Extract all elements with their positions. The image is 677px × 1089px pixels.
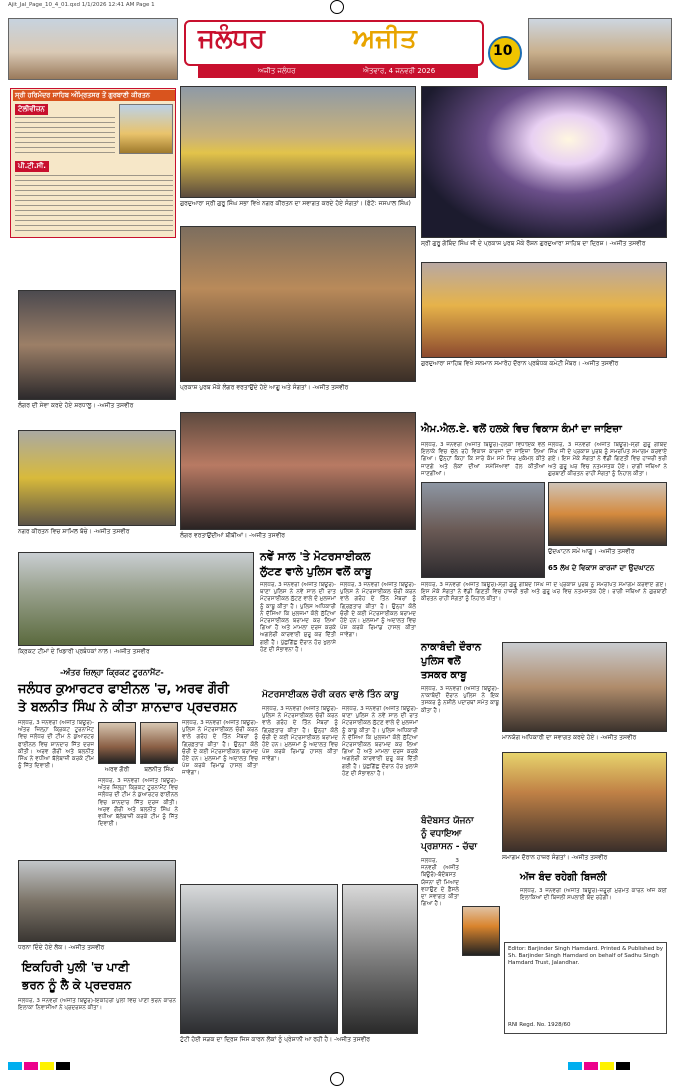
photo-women-langar (180, 412, 416, 530)
headline-inauguration: 65 ਲੱਖ ਦੇ ਵਿਕਾਸ ਕਾਰਜਾਂ ਦਾ ਉਦਘਾਟਨ (548, 564, 655, 572)
headline-scheme-1: ਬੰਦੋਬਸਤ ਯੋਜਨਾ (421, 816, 474, 826)
caption-protest: ਧਰਨਾ ਦਿੰਦੇ ਹੋਏ ਲੋਕ। -ਅਜੀਤ ਤਸਵੀਰ (18, 944, 105, 951)
caption-langar-group: ਪ੍ਰਕਾਸ਼ ਪੁਰਬ ਮੌਕੇ ਲੰਗਰ ਵਰਤਾਉਂਦੇ ਹੋਏ ਆਗੂ ਅਤੇ ਸੰਗਤਾਂ। -ਅਜੀਤ ਤਸਵੀਰ (180, 384, 349, 391)
text-water: ਜਲੰਧਰ, 3 ਜਨਵਰੀ (ਅਜੀਤ ਬਿਊਰੋ)-ਇਕਹਿਰੀ ਪੁਲੀ ਵਿਚ ਪਾਣੀ ਭਰਨ ਕਾਰਨ ਇਲਾਕਾ ਨਿਵਾਸੀਆਂ ਨੇ ਪ੍ਰਦਰਸ਼ਨ ਕੀਤਾ। (18, 998, 176, 1012)
headline-theft: ਮੋਟਰਸਾਈਕਲ ਚੋਰੀ ਕਰਨ ਵਾਲੇ ਤਿੰਨ ਕਾਬੂ (262, 690, 399, 700)
kirtan-box-label-tv: ਟੇਲੀਵੀਜ਼ਨ (15, 104, 48, 115)
imprint-text: Editor: Barjinder Singh Hamdard. Printed & Published by Sh. Barjinder Singh Hamdard on behalf of Sadhu Singh Hamdard Trust, Jalandhar. (508, 946, 664, 966)
caption-cricket-team: ਕ੍ਰਿਕਟ ਟੀਮਾਂ ਦੇ ਖਿਡਾਰੀ ਪ੍ਰਬੰਧਕਾਂ ਨਾਲ। -ਅਜੀਤ ਤਸਵੀਰ (18, 648, 150, 655)
imprint-footer: RNI Regd. No. 1928/60 (508, 1022, 571, 1028)
text-moto-loot-1: ਜਲੰਧਰ, 3 ਜਨਵਰੀ (ਅਜੀਤ ਬਿਊਰੋ)-ਥਾਣਾ ਪੁਲਿਸ ਨੇ ਨਵੇਂ ਸਾਲ ਦੀ ਰਾਤ ਮੋਟਰਸਾਈਕਲ ਲੁੱਟਣ ਵਾਲੇ ਦੋ ਮੁਲਜ਼ਮਾਂ ਨੂੰ ਕਾਬੂ ਕੀਤਾ ਹੈ। ਪੁਲਿਸ ਅਧਿਕਾਰੀ ਨੇ ਦੱਸਿਆ ਕਿ ਮੁਲਜ਼ਮਾਂ ਕੋਲੋਂ ਲੁੱਟਿਆ ਮੋਟਰਸਾਈਕਲ ਬਰਾਮਦ ਕਰ ਲਿਆ ਗਿਆ ਹੈ ਅਤੇ ਮਾਮਲਾ ਦਰਜ ਕਰਕੇ ਅਗਲੇਰੀ ਕਾਰਵਾਈ ਸ਼ੁਰੂ ਕਰ ਦਿੱਤੀ ਗਈ ਹੈ। ਪੁੱਛਗਿੱਛ ਦੌਰਾਨ ਹੋਰ ਖੁਲਾਸੇ ਹੋਣ ਦੀ ਸੰਭਾਵਨਾ ਹੈ। (260, 582, 336, 653)
photo-nagar-kirtan (180, 86, 416, 198)
headline-water-1: ਇਕਹਿਰੀ ਪੁਲੀ 'ਚ ਪਾਣੀ (22, 960, 130, 974)
print-info-text: Ajit_Jal_Page_10_4_01.qxd 1/1/2026 12:41 AM Page 1 (8, 2, 155, 8)
headline-naka-3: ਤਸਕਰ ਕਾਬੂ (421, 670, 467, 681)
masthead (8, 14, 672, 88)
kirtan-schedule-box (10, 88, 176, 238)
caption-kids-procession: ਨਗਰ ਕੀਰਤਨ ਵਿਚ ਸ਼ਾਮਿਲ ਬੱਚੇ। -ਅਜੀਤ ਤਸਵੀਰ (18, 528, 130, 535)
headline-moto-loot-2: ਲੁੱਟਣ ਵਾਲੇ ਪੁਲਿਸ ਵਲੋਂ ਕਾਬੂ (260, 565, 372, 578)
headline-mla-review: ਐਮ.ਐਲ.ਏ. ਵਲੋਂ ਹਲਕੇ ਵਿਚ ਵਿਕਾਸ ਕੰਮਾਂ ਦਾ ਜਾਇਜ਼ਾ (421, 424, 622, 435)
text-mla-review-1: ਜਲੰਧਰ, 3 ਜਨਵਰੀ (ਅਜੀਤ ਬਿਊਰੋ)-ਹਲਕਾ ਵਿਧਾਇਕ ਵਲੋਂ ਇਲਾਕੇ ਵਿਚ ਚੱਲ ਰਹੇ ਵਿਕਾਸ ਕਾਰਜਾਂ ਦਾ ਜਾਇਜ਼ਾ ਲਿਆ ਗਿਆ। ਉਨ੍ਹਾਂ ਕਿਹਾ ਕਿ ਸਾਰੇ ਕੰਮ ਸਮੇਂ ਸਿਰ ਮੁਕੰਮਲ ਕੀਤੇ ਜਾਣਗੇ ਅਤੇ ਲੋਕਾਂ ਦੀਆਂ ਸਮੱਸਿਆਵਾਂ ਹੱਲ ਕੀਤੀਆਂ ਜਾਣਗੀਆਂ। (421, 442, 545, 477)
text-power-cut: ਜਲੰਧਰ, 3 ਜਨਵਰੀ (ਅਜੀਤ ਬਿਊਰੋ)-ਜ਼ਰੂਰੀ ਮੁਰੰਮਤ ਕਾਰਨ ਅੱਜ ਕਈ ਇਲਾਕਿਆਂ ਦੀ ਬਿਜਲੀ ਸਪਲਾਈ ਬੰਦ ਰਹੇਗੀ। (520, 888, 667, 902)
masthead-date: ਐਤਵਾਰ, 4 ਜਨਵਰੀ 2026 (363, 67, 436, 75)
caption-naka-officials: ਮਾਨਯੋਗ ਅਧਿਕਾਰੀ ਦਾ ਸਵਾਗਤ ਕਰਦੇ ਹੋਏ। -ਅਜੀਤ ਤਸਵੀਰ (502, 734, 637, 741)
masthead-photo-right (528, 18, 672, 80)
portrait-balneet-singh (140, 722, 178, 764)
masthead-title-left: ਜਲੰਧਰ (198, 24, 266, 54)
photo-honour-ceremony (421, 262, 667, 358)
headline-moto-loot-1: ਨਵੇਂ ਸਾਲ 'ਤੇ ਮੋਟਰਸਾਈਕਲ (260, 550, 371, 563)
headline-cricket-kicker: -ਅੰਤਰ ਜ਼ਿਲ੍ਹਾ ਕ੍ਰਿਕਟ ਟੂਰਨਾਮੈਂਟ- (60, 668, 164, 677)
photo-damaged-road (342, 884, 418, 1034)
kirtan-box-label-ptc: ਪੀ.ਟੀ.ਸੀ. (15, 161, 49, 172)
masthead-sub-left: ਅਜੀਤ ਜਲੰਧਰ (258, 67, 296, 75)
caption-women-langar: ਲੰਗਰ ਵਰਤਾਉਂਦੀਆਂ ਬੀਬੀਆਂ। -ਅਜੀਤ ਤਸਵੀਰ (180, 532, 285, 539)
caption-inauguration: ਉਦਘਾਟਨ ਸਮੇਂ ਆਗੂ। -ਅਜੀਤ ਤਸਵੀਰ (548, 548, 635, 555)
text-right-col: ਜਲੰਧਰ, 3 ਜਨਵਰੀ (ਅਜੀਤ ਬਿਊਰੋ)-ਸ੍ਰੀ ਗੁਰੂ ਗੋਬਿੰਦ ਸਿੰਘ ਜੀ ਦੇ ਪ੍ਰਕਾਸ਼ ਪੁਰਬ ਨੂੰ ਸਮਰਪਿਤ ਸਮਾਗਮ ਕਰਵਾਏ ਗਏ। ਇਸ ਮੌਕੇ ਸੰਗਤਾਂ ਨੇ ਵੱਡੀ ਗਿਣਤੀ ਵਿਚ ਹਾਜ਼ਰੀ ਭਰੀ ਅਤੇ ਗੁਰੂ ਘਰ ਵਿਚ ਨਤਮਸਤਕ ਹੋਏ। ਰਾਗੀ ਜਥਿਆਂ ਨੇ ਗੁਰਬਾਣੀ ਕੀਰਤਨ ਰਾਹੀਂ ਸੰਗਤਾਂ ਨੂੰ ਨਿਹਾਲ ਕੀਤਾ। (421, 582, 667, 603)
headline-scheme-3: ਪ੍ਰਸ਼ਾਸਨ - ਚੱਢਾ (421, 842, 478, 852)
text-theft-1: ਜਲੰਧਰ, 3 ਜਨਵਰੀ (ਅਜੀਤ ਬਿਊਰੋ)-ਪੁਲਿਸ ਨੇ ਮੋਟਰਸਾਈਕਲ ਚੋਰੀ ਕਰਨ ਵਾਲੇ ਗਰੋਹ ਦੇ ਤਿੰਨ ਮੈਂਬਰਾਂ ਨੂੰ ਗ੍ਰਿਫ਼ਤਾਰ ਕੀਤਾ ਹੈ। ਉਨ੍ਹਾਂ ਕੋਲੋਂ ਚੋਰੀ ਦੇ ਕਈ ਮੋਟਰਸਾਈਕਲ ਬਰਾਮਦ ਹੋਏ ਹਨ। ਮੁਲਜ਼ਮਾਂ ਨੂੰ ਅਦਾਲਤ ਵਿਚ ਪੇਸ਼ ਕਰਕੇ ਰਿਮਾਂਡ ਹਾਸਲ ਕੀਤਾ ਜਾਵੇਗਾ। (262, 706, 338, 763)
photo-inauguration (548, 482, 667, 546)
masthead-date-band (198, 66, 478, 78)
headline-naka-1: ਨਾਕਾਬੰਦੀ ਦੌਰਾਨ (421, 642, 482, 653)
caption-langar-seva: ਲੰਗਰ ਦੀ ਸੇਵਾ ਕਰਦੇ ਹੋਏ ਸ਼ਰਧਾਲੂ। -ਅਜੀਤ ਤਸਵੀਰ (18, 402, 134, 409)
caption-nagar-kirtan: ਗੁਰਦੁਆਰਾ ਸ੍ਰੀ ਗੁਰੂ ਸਿੰਘ ਸਭਾ ਵਿਖੇ ਨਗਰ ਕੀਰਤਨ ਦਾ ਸਵਾਗਤ ਕਰਦੇ ਹੋਏ ਸੰਗਤਾਂ। (ਫੋਟੋ: ਜਸਪਾਲ ਸਿੰਘ) (180, 200, 411, 207)
portrait-arav-gauri (98, 722, 136, 764)
portrait-label-balneet: ਬਲਨੀਤ ਸਿੰਘ (144, 766, 174, 773)
photo-mla-street (421, 482, 545, 578)
text-cricket-3: ਜਲੰਧਰ, 3 ਜਨਵਰੀ (ਅਜੀਤ ਬਿਊਰੋ)-ਪੁਲਿਸ ਨੇ ਮੋਟਰਸਾਈਕਲ ਚੋਰੀ ਕਰਨ ਵਾਲੇ ਗਰੋਹ ਦੇ ਤਿੰਨ ਮੈਂਬਰਾਂ ਨੂੰ ਗ੍ਰਿਫ਼ਤਾਰ ਕੀਤਾ ਹੈ। ਉਨ੍ਹਾਂ ਕੋਲੋਂ ਚੋਰੀ ਦੇ ਕਈ ਮੋਟਰਸਾਈਕਲ ਬਰਾਮਦ ਹੋਏ ਹਨ। ਮੁਲਜ਼ਮਾਂ ਨੂੰ ਅਦਾਲਤ ਵਿਚ ਪੇਸ਼ ਕਰਕੇ ਰਿਮਾਂਡ ਹਾਸਲ ਕੀਤਾ ਜਾਵੇਗਾ। (182, 720, 258, 777)
registration-mark-bottom (330, 1072, 344, 1086)
page-number: 10 (493, 43, 513, 59)
text-cricket-2: ਜਲੰਧਰ, 3 ਜਨਵਰੀ (ਅਜੀਤ ਬਿਊਰੋ)-ਅੰਤਰ ਜ਼ਿਲ੍ਹਾ ਕ੍ਰਿਕਟ ਟੂਰਨਾਮੈਂਟ ਵਿਚ ਜਲੰਧਰ ਦੀ ਟੀਮ ਨੇ ਕੁਆਰਟਰ ਫਾਈਨਲ ਵਿਚ ਸ਼ਾਨਦਾਰ ਜਿੱਤ ਦਰਜ ਕੀਤੀ। ਅਰਵ ਗੌਰੀ ਅਤੇ ਬਲਨੀਤ ਸਿੰਘ ਨੇ ਵਧੀਆ ਬੱਲੇਬਾਜ਼ੀ ਕਰਕੇ ਟੀਮ ਨੂੰ ਜਿੱਤ ਦਿਵਾਈ। (98, 778, 178, 828)
photo-langar-group (180, 226, 416, 382)
photo-seva-event (502, 752, 667, 852)
text-cricket-1: ਜਲੰਧਰ, 3 ਜਨਵਰੀ (ਅਜੀਤ ਬਿਊਰੋ)-ਅੰਤਰ ਜ਼ਿਲ੍ਹਾ ਕ੍ਰਿਕਟ ਟੂਰਨਾਮੈਂਟ ਵਿਚ ਜਲੰਧਰ ਦੀ ਟੀਮ ਨੇ ਕੁਆਰਟਰ ਫਾਈਨਲ ਵਿਚ ਸ਼ਾਨਦਾਰ ਜਿੱਤ ਦਰਜ ਕੀਤੀ। ਅਰਵ ਗੌਰੀ ਅਤੇ ਬਲਨੀਤ ਸਿੰਘ ਨੇ ਵਧੀਆ ਬੱਲੇਬਾਜ਼ੀ ਕਰਕੇ ਟੀਮ ਨੂੰ ਜਿੱਤ ਦਿਵਾਈ। (18, 720, 94, 770)
print-info-bar (8, 2, 568, 11)
kirtan-box-title: ਸ੍ਰੀ ਹਰਿਮੰਦਰ ਸਾਹਿਬ ਅੰਮ੍ਰਿਤਸਰ ਤੋਂ ਗੁਰਬਾਣੀ ਕੀਰਤਨ (13, 90, 175, 101)
caption-damaged-road: ਟੁੱਟੀ ਹੋਈ ਸੜਕ ਦਾ ਦ੍ਰਿਸ਼ ਜਿਸ ਕਾਰਨ ਲੋਕਾਂ ਨੂੰ ਪ੍ਰੇਸ਼ਾਨੀ ਆ ਰਹੀ ਹੈ। -ਅਜੀਤ ਤਸਵੀਰ (180, 1036, 370, 1043)
color-registration-bar (8, 1062, 668, 1070)
photo-langar-seva (18, 290, 176, 400)
headline-naka-2: ਪੁਲਿਸ ਵਲੋਂ (421, 656, 461, 667)
photo-cricket-team (18, 552, 254, 646)
photo-official-walking (180, 884, 338, 1034)
portrait-chadha (462, 906, 500, 956)
caption-illuminated-gurdwara: ਸ੍ਰੀ ਗੁਰੂ ਗੋਬਿੰਦ ਸਿੰਘ ਜੀ ਦੇ ਪ੍ਰਕਾਸ਼ ਪੁਰਬ ਮੌਕੇ ਰੌਸ਼ਨ ਗੁਰਦੁਆਰਾ ਸਾਹਿਬ ਦਾ ਦ੍ਰਿਸ਼। -ਅਜੀਤ ਤਸਵੀਰ (421, 240, 646, 247)
text-mla-review-2: ਜਲੰਧਰ, 3 ਜਨਵਰੀ (ਅਜੀਤ ਬਿਊਰੋ)-ਸ੍ਰੀ ਗੁਰੂ ਗੋਬਿੰਦ ਸਿੰਘ ਜੀ ਦੇ ਪ੍ਰਕਾਸ਼ ਪੁਰਬ ਨੂੰ ਸਮਰਪਿਤ ਸਮਾਗਮ ਕਰਵਾਏ ਗਏ। ਇਸ ਮੌਕੇ ਸੰਗਤਾਂ ਨੇ ਵੱਡੀ ਗਿਣਤੀ ਵਿਚ ਹਾਜ਼ਰੀ ਭਰੀ ਅਤੇ ਗੁਰੂ ਘਰ ਵਿਚ ਨਤਮਸਤਕ ਹੋਏ। ਰਾਗੀ ਜਥਿਆਂ ਨੇ ਗੁਰਬਾਣੀ ਕੀਰਤਨ ਰਾਹੀਂ ਸੰਗਤਾਂ ਨੂੰ ਨਿਹਾਲ ਕੀਤਾ। (548, 442, 667, 477)
text-theft-2: ਜਲੰਧਰ, 3 ਜਨਵਰੀ (ਅਜੀਤ ਬਿਊਰੋ)-ਥਾਣਾ ਪੁਲਿਸ ਨੇ ਨਵੇਂ ਸਾਲ ਦੀ ਰਾਤ ਮੋਟਰਸਾਈਕਲ ਲੁੱਟਣ ਵਾਲੇ ਦੋ ਮੁਲਜ਼ਮਾਂ ਨੂੰ ਕਾਬੂ ਕੀਤਾ ਹੈ। ਪੁਲਿਸ ਅਧਿਕਾਰੀ ਨੇ ਦੱਸਿਆ ਕਿ ਮੁਲਜ਼ਮਾਂ ਕੋਲੋਂ ਲੁੱਟਿਆ ਮੋਟਰਸਾਈਕਲ ਬਰਾਮਦ ਕਰ ਲਿਆ ਗਿਆ ਹੈ ਅਤੇ ਮਾਮਲਾ ਦਰਜ ਕਰਕੇ ਅਗਲੇਰੀ ਕਾਰਵਾਈ ਸ਼ੁਰੂ ਕਰ ਦਿੱਤੀ ਗਈ ਹੈ। ਪੁੱਛਗਿੱਛ ਦੌਰਾਨ ਹੋਰ ਖੁਲਾਸੇ ਹੋਣ ਦੀ ਸੰਭਾਵਨਾ ਹੈ। (342, 706, 418, 777)
masthead-photo-left (8, 18, 178, 80)
headline-cricket-1: ਜਲੰਧਰ ਕੁਆਰਟਰ ਫਾਈਨਲ 'ਚ, ਅਰਵ ਗੌਰੀ (18, 682, 229, 697)
headline-power-cut: ਅੱਜ ਬੰਦ ਰਹੇਗੀ ਬਿਜਲੀ (520, 872, 607, 883)
headline-water-2: ਭਰਨ ਨੂੰ ਲੈ ਕੇ ਪ੍ਰਦਰਸ਼ਨ (22, 978, 132, 992)
headline-cricket-2: ਤੇ ਬਲਨੀਤ ਸਿੰਘ ਨੇ ਕੀਤਾ ਸ਼ਾਨਦਾਰ ਪ੍ਰਦਰਸ਼ਨ (18, 700, 237, 715)
registration-mark-top (330, 0, 344, 14)
text-naka: ਜਲੰਧਰ, 3 ਜਨਵਰੀ (ਅਜੀਤ ਬਿਊਰੋ)-ਨਾਕਾਬੰਦੀ ਦੌਰਾਨ ਪੁਲਿਸ ਨੇ ਇਕ ਤਸਕਰ ਨੂੰ ਨਸ਼ੀਲੇ ਪਦਾਰਥਾਂ ਸਮੇਤ ਕਾਬੂ ਕੀਤਾ ਹੈ। (421, 686, 499, 714)
portrait-label-arav: ਅਰਵ ਗੌਰੀ (104, 766, 130, 773)
masthead-title-right: ਅਜੀਤ (353, 24, 417, 54)
photo-illuminated-gurdwara (421, 86, 667, 238)
kirtan-box-lines-2 (15, 175, 173, 233)
caption-honour-ceremony: ਗੁਰਦੁਆਰਾ ਸਾਹਿਬ ਵਿਖੇ ਸਨਮਾਨ ਸਮਾਰੋਹ ਦੌਰਾਨ ਪ੍ਰਬੰਧਕ ਕਮੇਟੀ ਮੈਂਬਰ। -ਅਜੀਤ ਤਸਵੀਰ (421, 360, 619, 367)
photo-protest (18, 860, 176, 942)
golden-temple-photo (119, 104, 173, 154)
photo-kids-procession (18, 430, 176, 526)
kirtan-box-lines-1 (15, 117, 115, 155)
text-moto-loot-2: ਜਲੰਧਰ, 3 ਜਨਵਰੀ (ਅਜੀਤ ਬਿਊਰੋ)-ਪੁਲਿਸ ਨੇ ਮੋਟਰਸਾਈਕਲ ਚੋਰੀ ਕਰਨ ਵਾਲੇ ਗਰੋਹ ਦੇ ਤਿੰਨ ਮੈਂਬਰਾਂ ਨੂੰ ਗ੍ਰਿਫ਼ਤਾਰ ਕੀਤਾ ਹੈ। ਉਨ੍ਹਾਂ ਕੋਲੋਂ ਚੋਰੀ ਦੇ ਕਈ ਮੋਟਰਸਾਈਕਲ ਬਰਾਮਦ ਹੋਏ ਹਨ। ਮੁਲਜ਼ਮਾਂ ਨੂੰ ਅਦਾਲਤ ਵਿਚ ਪੇਸ਼ ਕਰਕੇ ਰਿਮਾਂਡ ਹਾਸਲ ਕੀਤਾ ਜਾਵੇਗਾ। (340, 582, 416, 639)
caption-seva-event: ਸਮਾਗਮ ਦੌਰਾਨ ਹਾਜ਼ਰ ਸੰਗਤਾਂ। -ਅਜੀਤ ਤਸਵੀਰ (502, 854, 608, 861)
text-scheme: ਜਲੰਧਰ, 3 ਜਨਵਰੀ (ਅਜੀਤ ਬਿਊਰੋ)-ਬੰਦੋਬਸਤ ਯੋਜਨਾ ਦੀ ਮਿਆਦ ਵਧਾਉਣ ਦੇ ਫ਼ੈਸਲੇ ਦਾ ਸਵਾਗਤ ਕੀਤਾ ਗਿਆ ਹੈ। (421, 858, 459, 908)
headline-scheme-2: ਨੂੰ ਵਧਾਇਆ (421, 829, 462, 839)
imprint-box (504, 942, 667, 1034)
photo-naka-officials (502, 642, 667, 732)
